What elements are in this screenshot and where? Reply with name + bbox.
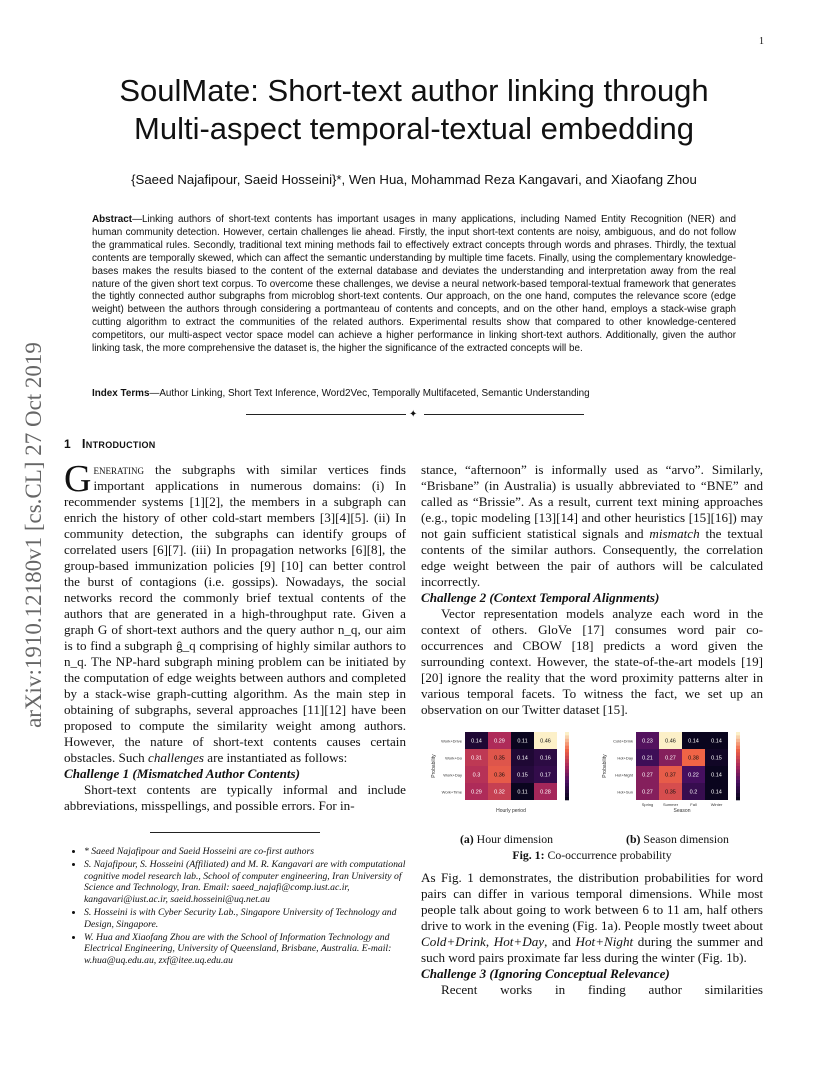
colorbar-segment <box>565 790 569 794</box>
separator-line-right <box>424 414 584 415</box>
heatmap-cell-label: 0.35 <box>665 789 676 796</box>
heatmap-row-label: Work+Go <box>445 755 462 761</box>
section-number: 1 <box>64 437 71 451</box>
colorbar-segment <box>736 756 740 760</box>
footnote-item: • W. Hua and Xiaofang Zhou are with the School of Information Technology and Electrical Engineering, University of Queensland, Brisbane, Australia. E-mail: w.hua@uq.edu.au, zxf@itee.uq.edu.au <box>84 932 406 967</box>
heatmap-cell-label: 0.15 <box>711 755 722 762</box>
right-p2-italic: Hot+Night <box>575 934 634 949</box>
challenge-1-text: Short-text contents are typically informal and include abbreviations, misspellings, and possible errors. For in- <box>64 782 406 813</box>
heatmap-y-axis-label: Probability <box>602 754 608 778</box>
colorbar-segment <box>736 746 740 750</box>
subcaption-a-label: (a) <box>459 832 474 846</box>
heatmap-column-label: Spring <box>641 802 654 807</box>
heatmap-cell-label: 0.17 <box>540 772 551 779</box>
drop-cap: G <box>64 458 92 500</box>
heatmap-y-axis-label: Probability <box>431 754 437 778</box>
footnote-rule <box>150 832 320 833</box>
figure-caption <box>421 848 763 863</box>
colorbar-segment <box>565 756 569 760</box>
left-column <box>64 458 406 814</box>
heatmap-row-label: Work+Day <box>443 772 462 778</box>
heatmap-row-label: Hot+Sun <box>617 789 633 795</box>
heatmap-figure <box>421 728 763 828</box>
heatmap-cell-label: 0.14 <box>688 738 699 745</box>
colorbar-segment <box>736 763 740 767</box>
heatmap-column-label: Fall <box>690 802 697 807</box>
colorbar-segment <box>565 742 569 746</box>
figure-caption-text: Co-occurrence probability <box>544 848 672 862</box>
right-column-bottom <box>421 870 763 998</box>
heatmap-cell-label: 0.31 <box>471 755 482 762</box>
heatmap-cell-label: 0.2 <box>689 789 698 796</box>
heatmap-cell-label: 0.14 <box>711 789 722 796</box>
challenge-1-heading: Challenge 1 (Mismatched Author Contents) <box>64 766 300 781</box>
heatmap-x-axis-label: Hourly period <box>496 808 526 814</box>
colorbar-segment <box>736 759 740 763</box>
heatmap-cell-label: 0.29 <box>494 738 505 745</box>
right-paragraph-2: As Fig. 1 demonstrates, the distribution probabilities for word pairs can differ in various temporal dimensions. While most people talk about going to work between 6 to 11 am, half others drive to work in the evening (Fig. 1a). People mostly tweet about Cold+Drink, Hot+Day, and Hot+Night during the summer and such word pairs proximate far less during the winter (Fig. 1b). <box>421 870 763 965</box>
section-heading <box>64 436 156 451</box>
subcaption-b-label: (b) <box>626 832 641 846</box>
right-text-end: the textual contents of the similar authors. Consequently, the correlation edge weight between the pair of authors will be calculated incorrectly. <box>421 526 763 589</box>
heatmap-cell-label: 0.36 <box>494 772 505 779</box>
footnote-item: • S. Najafipour, S. Hosseini (Affiliated) and M. R. Kangavari are with computational cognitive model research lab., School of computer engineering, Iran University of Science and Technology, Iran. Email: saeed_najafi@comp.iust.ac.ir, kangavari@iust.ac.ir, saeid.hosseini@uq.net.au <box>84 859 406 906</box>
heatmap-cell-label: 0.14 <box>711 772 722 779</box>
colorbar-segment <box>565 752 569 756</box>
heatmap-row-label: Hot+Day <box>617 755 633 761</box>
heatmap-cell-label: 0.37 <box>665 772 676 779</box>
colorbar-segment <box>565 780 569 784</box>
right-paragraph-1 <box>421 462 763 590</box>
colorbar-segment <box>736 742 740 746</box>
heatmap-cell-label: 0.11 <box>517 738 528 745</box>
separator-line-left <box>246 414 406 415</box>
abstract-label: Abstract <box>92 214 133 225</box>
colorbar-segment <box>565 769 569 773</box>
intro-smallcaps: enerating <box>93 462 144 477</box>
right-p2-italic: Cold+Drink <box>421 934 486 949</box>
intro-paragraph <box>64 458 406 766</box>
diamond-icon: ✦ <box>409 409 418 420</box>
colorbar-segment <box>565 786 569 790</box>
right-p2-text-end: during the summer and such word pairs proximate far less during the winter (Fig. 1b). <box>421 934 763 965</box>
challenge-3-heading: Challenge 3 (Ignoring Conceptual Relevance) <box>421 966 670 981</box>
heatmap-row-label: Cold+Drink <box>613 738 633 744</box>
abstract-text: —Linking authors of short-text contents has important usages in many applications, including Named Entity Recognition (NER) and human community detection. However, certain challenges lie ahead. Firstly, the input short-text contents are noisy, ambiguous, and do not follow the grammatical rules. Secondly, traditional text mining methods fail to effectively extract concepts through words and phrases. Thirdly, the textual contents are temporally skewed, which can affect the semantic understanding by multiple time facets. Finally, using the complementary knowledge-bases makes the results biased to the content of the external database and deviates the understanding and interpretation away from the real nature of the given short text corpus. To overcome these challenges, we devise a neural network-based temporal-textual framework that generates the tightly connected author subgraphs from microblog short-text contents. Our approach, on the one hand, computes the relevance score (edge weight) between the authors through considering a portmanteau of contents and concepts, and on the other hand, employs a stack-wise graph cutting algorithm to extract the communities of the related authors. Experimental results show that compared to other knowledge-centered competitors, our multi-aspect vector space model can achieve a higher performance in linking short-text authors. Additionally, given the author linking task, the more comprehensive the dataset is, the higher the significance of the extracted concepts will be. <box>92 214 736 355</box>
heatmap-cell-label: 0.14 <box>711 738 722 745</box>
subcaption-b-text: Season dimension <box>640 832 729 846</box>
heatmap-cell-label: 0.28 <box>540 789 551 796</box>
heatmap-cell-label: 0.38 <box>688 755 699 762</box>
figure-label: Fig. 1: <box>512 848 545 862</box>
challenge-2-heading: Challenge 2 (Context Temporal Alignments) <box>421 590 660 605</box>
colorbar-segment <box>565 749 569 753</box>
heatmap-x-axis-label: Season <box>673 808 691 814</box>
footnote-item: • S. Hosseini is with Cyber Security Lab., Singapore University of Technology and Design, Singapore. <box>84 907 406 931</box>
heatmap-cell-label: 0.15 <box>517 772 528 779</box>
intro-text: the subgraphs with similar vertices finds important applications in numerous domains: (i) In recommender systems [1][2], the members in a subgraph can enrich the history of other cold-start members [3][4][5]. (ii) In community detection, the subgraphs can identify groups of correlated users [6][7]. (iii) In propagation networks [6][8], the group-based immunization policies [9] [10] can better control the burst of contagions (i.e. gossips). Nowadays, the social networks record the commonly brief textual contents of the authors that are generated in a high-throughput rate. Given a graph G of short-text authors and the query author n_q, our aim is to find a subgraph ĝ_q comprising of highly similar authors to n_q. The NP-hard subgraph mining problem can be initiated by the computation of edge weights between authors and completed by a stack-wise graph-cutting algorithm. As the main step in obtaining of subgraphs, several approaches [11][12] have been proposed to compute the similarity weight among authors. However, the nature of short-text contents causes certain obstacles. Such <box>64 462 406 765</box>
challenge-3-text: Recent works in finding author similarities <box>441 982 763 997</box>
title-line-1: SoulMate: Short-text author linking through <box>119 73 709 108</box>
colorbar-segment <box>736 749 740 753</box>
colorbar-segment <box>736 735 740 739</box>
intro-italic: challenges <box>148 750 205 765</box>
colorbar-segment <box>736 797 740 801</box>
heatmap-row-label: Work+Drive <box>441 738 462 744</box>
arxiv-identifier: arXiv:1910.12180v1 [cs.CL] 27 Oct 2019 <box>21 342 46 728</box>
subcaption-a-text: Hour dimension <box>473 832 554 846</box>
heatmap-row-label: Hot+Night <box>615 772 633 778</box>
colorbar-segment <box>565 797 569 801</box>
colorbar-segment <box>565 776 569 780</box>
author-list: {Saeed Najafipour, Saeid Hosseini}*, Wen Hua, Mohammad Reza Kangavari, and Xiaofang Zhou <box>131 172 697 187</box>
abstract <box>92 214 736 356</box>
right-p2-text: As Fig. 1 demonstrates, the distribution probabilities for word pairs can differ in various temporal dimensions. While most people talk about going to work between 6 to 11 am, half others drive to work in the evening (Fig. 1a). People mostly tweet about <box>421 870 763 933</box>
intro-text-end: are instantiated as follows: <box>204 750 348 765</box>
colorbar-segment <box>736 780 740 784</box>
colorbar-segment <box>736 776 740 780</box>
heatmap-cell-label: 0.22 <box>688 772 699 779</box>
heatmap-cell-label: 0.32 <box>494 789 505 796</box>
challenge-2-text: Vector representation models analyze each word in the context of others. GloVe [17] consumes word pair co-occurrences and CBOW [18] predicts a word given the surrounding context. However, the state-of-the-art models [19][20] ignore the reality that the word proximity patterns alter in various temporal facets. To witness the fact, we set up an observation on our Twitter dataset [15]. <box>421 606 763 717</box>
heatmap-cell-label: 0.14 <box>517 755 528 762</box>
colorbar-segment <box>565 739 569 743</box>
colorbar-segment <box>565 793 569 797</box>
colorbar-segment <box>736 752 740 756</box>
index-terms-text: —Author Linking, Short Text Inference, Word2Vec, Temporally Multifaceted, Semantic Understanding <box>149 388 590 399</box>
subcaption-a <box>421 832 592 847</box>
figure-1 <box>421 728 763 878</box>
heatmap-cell-label: 0.16 <box>540 755 551 762</box>
heatmap-cell-label: 0.14 <box>471 738 482 745</box>
colorbar-segment <box>565 773 569 777</box>
page-number: 1 <box>759 36 764 47</box>
colorbar-segment <box>736 739 740 743</box>
right-text: stance, “afternoon” is informally used as “arvo”. Similarly, “Brisbane” (in Australia) is usually abbreviated to “BNE” and called as “Brissie”. As a result, current text mining approaches (e.g., topic modeling [13][14] and other heuristics [15][16]) may not gain sufficient statistical signals and <box>421 462 763 541</box>
footnote-item: • * Saeed Najafipour and Saeid Hosseini are co-first authors <box>84 846 406 858</box>
heatmap-column-label: Summer <box>662 802 679 807</box>
colorbar-segment <box>736 790 740 794</box>
heatmap-cell-label: 0.29 <box>471 789 482 796</box>
footnotes <box>64 846 406 968</box>
colorbar-segment <box>565 735 569 739</box>
arxiv-sidebar <box>21 290 46 770</box>
colorbar-segment <box>736 732 740 736</box>
colorbar-segment <box>565 746 569 750</box>
colorbar-segment <box>736 766 740 770</box>
heatmap-cell-label: 0.23 <box>642 738 653 745</box>
right-column-top <box>421 462 763 718</box>
heatmap-cell-label: 0.27 <box>665 755 676 762</box>
heatmap-cell-label: 0.27 <box>642 772 653 779</box>
heatmap-column-label: Winter <box>710 802 723 807</box>
title-line-2: Multi-aspect temporal-textual embedding <box>134 111 694 146</box>
heatmap-cell-label: 0.46 <box>665 738 676 745</box>
heatmap-cell-label: 0.27 <box>642 789 653 796</box>
colorbar-segment <box>565 759 569 763</box>
heatmap-cell-label: 0.35 <box>494 755 505 762</box>
heatmap-cell-label: 0.46 <box>540 738 551 745</box>
heatmap-cell-label: 0.11 <box>517 789 528 796</box>
right-p2-italic: Hot+Day <box>493 934 545 949</box>
section-title: Introduction <box>81 436 156 451</box>
subcaption-b <box>592 832 763 847</box>
paper-title <box>0 72 828 148</box>
colorbar-segment <box>736 783 740 787</box>
colorbar-segment <box>736 769 740 773</box>
colorbar-segment <box>565 732 569 736</box>
section-separator <box>246 410 584 420</box>
heatmap-row-label: Work+Time <box>441 789 462 795</box>
heatmap-cell-label: 0.21 <box>642 755 653 762</box>
heatmap-cell-label: 0.3 <box>472 772 481 779</box>
colorbar-segment <box>565 783 569 787</box>
colorbar-segment <box>565 763 569 767</box>
colorbar-segment <box>565 766 569 770</box>
colorbar-segment <box>736 793 740 797</box>
right-italic: mismatch <box>649 526 700 541</box>
colorbar-segment <box>736 786 740 790</box>
index-terms-label: Index Terms <box>92 388 150 399</box>
colorbar-segment <box>736 773 740 777</box>
index-terms <box>92 387 736 400</box>
